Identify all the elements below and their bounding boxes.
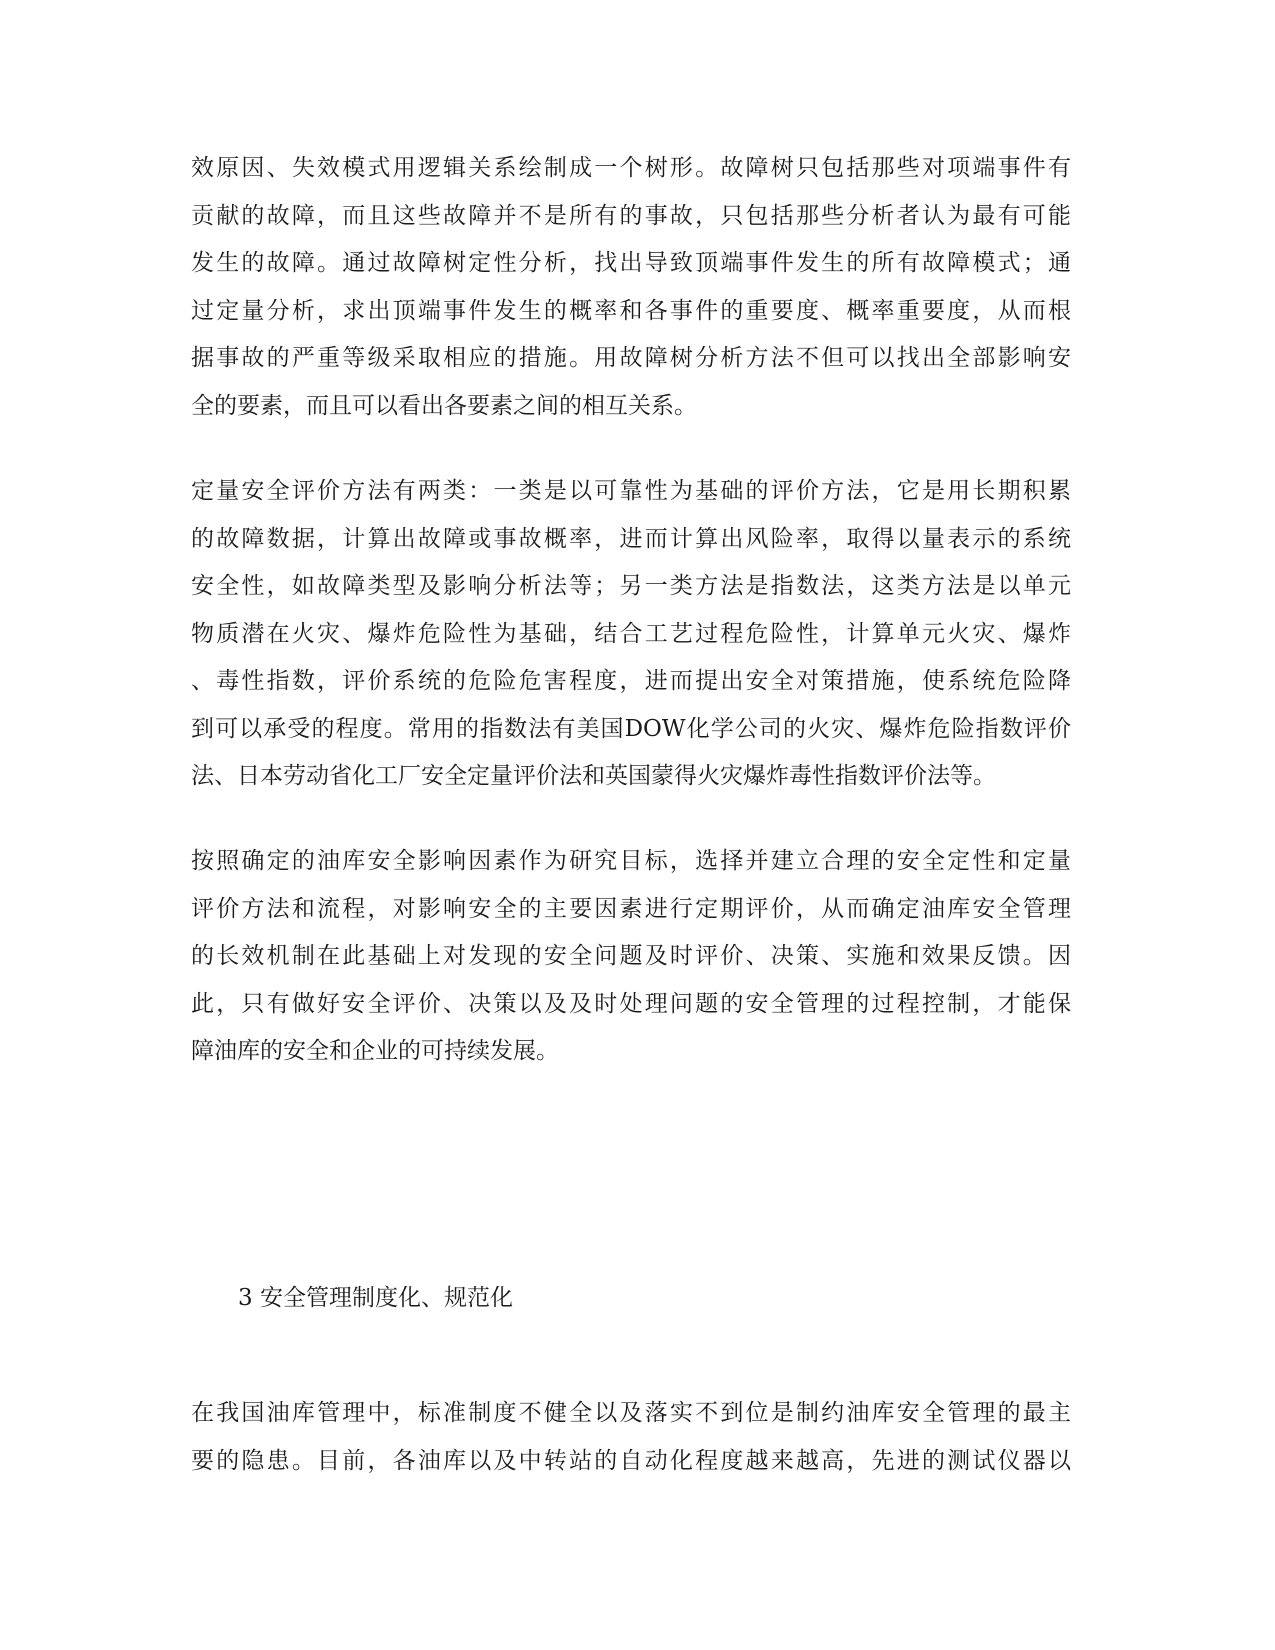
text-line: 的故障数据，计算出故障或事故概率，进而计算出风险率，取得以量表示的系统 — [191, 525, 1071, 552]
paragraph-management-standards — [191, 1390, 1071, 1485]
text-line: 到可以承受的程度。常用的指数法有美国DOW化学公司的火灾、爆炸危险指数评价 — [191, 715, 1071, 742]
paragraph-fault-tree — [191, 145, 1071, 430]
text-line: 评价方法和流程，对影响安全的主要因素进行定期评价，从而确定油库安全管理 — [191, 895, 1071, 922]
text-line: 按照确定的油库安全影响因素作为研究目标，选择并建立合理的安全定性和定量 — [191, 848, 1071, 874]
text-line: 的长效机制在此基础上对发现的安全问题及时评价、决策、实施和效果反馈。因 — [191, 943, 1071, 969]
text-line: 此，只有做好安全评价、决策以及及时处理问题的安全管理的过程控制，才能保 — [191, 990, 1071, 1017]
paragraph-quantitative-methods — [191, 468, 1071, 801]
text-line: 据事故的严重等级采取相应的措施。用故障树分析方法不但可以找出全部影响安 — [191, 345, 1071, 371]
text-line: 法、日本劳动省化工厂安全定量评价法和英国蒙得火灾爆炸毒性指数评价法等。 — [191, 763, 996, 789]
text-line: 要的隐患。目前，各油库以及中转站的自动化程度越来越高，先进的测试仪器以 — [191, 1447, 1071, 1474]
text-line: 在我国油库管理中，标准制度不健全以及落实不到位是制约油库安全管理的最主 — [191, 1400, 1071, 1426]
text-line: 全的要素，而且可以看出各要素之间的相互关系。 — [191, 392, 697, 419]
text-line: 发生的故障。通过故障树定性分析，找出导致顶端事件发生的所有故障模式；通 — [191, 250, 1071, 276]
text-line: 效原因、失效模式用逻辑关系绘制成一个树形。故障树只包括那些对项端事件有 — [191, 155, 1071, 181]
text-line: 障油库的安全和企业的可持续发展。 — [191, 1038, 559, 1064]
text-line: 、毒性指数，评价系统的危险危害程度，进而提出安全对策措施，使系统危险降 — [191, 668, 1071, 694]
text-line: 物质潜在火灾、爆炸危险性为基础，结合工艺过程危险性，计算单元火灾、爆炸 — [191, 620, 1071, 647]
text-line: 过定量分析，求出顶端事件发生的概率和各事件的重要度、概率重要度，从而根 — [191, 297, 1071, 324]
section-heading: 3 安全管理制度化、规范化 — [238, 1285, 513, 1311]
text-line: 定量安全评价方法有两类：一类是以可靠性为基础的评价方法，它是用长期积累 — [191, 478, 1071, 504]
text-line: 贡献的故障，而且这些故障并不是所有的事故，只包括那些分析者认为最有可能 — [191, 202, 1071, 229]
text-line: 安全性，如故障类型及影响分析法等；另一类方法是指数法，这类方法是以单元 — [191, 573, 1071, 599]
paragraph-evaluation-process — [191, 838, 1071, 1076]
